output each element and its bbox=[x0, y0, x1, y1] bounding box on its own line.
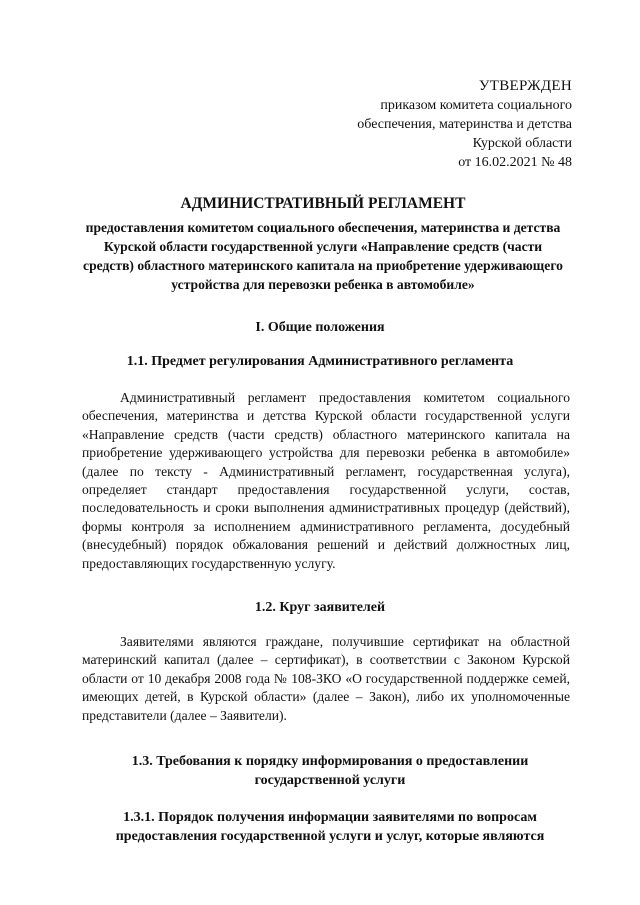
paragraph-1-1: Административный регламент предоставления комитетом социального обеспечения, материнства и детства Курской области государственной услуги «Направление средств (части средств) областного материнского капитала на приобретение удерживающего устройства для перевозки ребенка в автомобиле» (далее по тексту - Административный регламент, государственная услуга), определяет стандарт предоставления государственной услуги, состав, последовательность и сроки выполнения административных процедур (действий), формы контроля за исполнением административного регламента, досудебный (внесудебный) порядок обжалования решений и действий должностных лиц, предоставляющих государственную услугу. bbox=[82, 390, 570, 571]
approval-line: приказом комитета социального bbox=[380, 98, 572, 113]
document-title: АДМИНИСТРАТИВНЫЙ РЕГЛАМЕНТ bbox=[180, 195, 466, 212]
approval-line: обеспечения, материнства и детства bbox=[357, 117, 572, 132]
section-heading-1-1: 1.1. Предмет регулирования Административного регламента bbox=[126, 354, 514, 369]
document-subtitle: предоставления комитетом социального обеспечения, материнства и детства Курской области государственной услуги «Направление средств (части средств) областного материнского капитала на приобретение удерживающего устройства для перевозки ребенка в автомобиле» bbox=[83, 220, 563, 292]
section-heading-general: I. Общие положения bbox=[255, 320, 385, 335]
approval-date: от 16.02.2021 № 48 bbox=[458, 155, 572, 170]
document-title-block bbox=[78, 194, 568, 294]
section-heading-1-3: 1.3. Требования к порядку информирования о предоставлении государственной услуги bbox=[131, 754, 529, 788]
paragraph-1-2: Заявителями являются граждане, получившие сертификат на областной материнский капитал (далее – сертификат), в соответствии с Законом Курской области от 10 декабря 2008 года № 108-ЗКО «О государственной поддержке семей, имеющих детей, в Курской области» (далее – Закон), либо их уполномоченные представители (далее – Заявители). bbox=[82, 634, 570, 723]
section-heading-1-2: 1.2. Круг заявителей bbox=[254, 600, 386, 615]
approval-title: УТВЕРЖДЕН bbox=[478, 78, 572, 94]
section-heading-1-3-1: 1.3.1. Порядок получения информации заявителями по вопросам предоставления государственной услуги и услуг, которые являются bbox=[115, 810, 545, 844]
approval-line: Курской области bbox=[472, 136, 572, 151]
approval-stamp bbox=[357, 77, 572, 172]
